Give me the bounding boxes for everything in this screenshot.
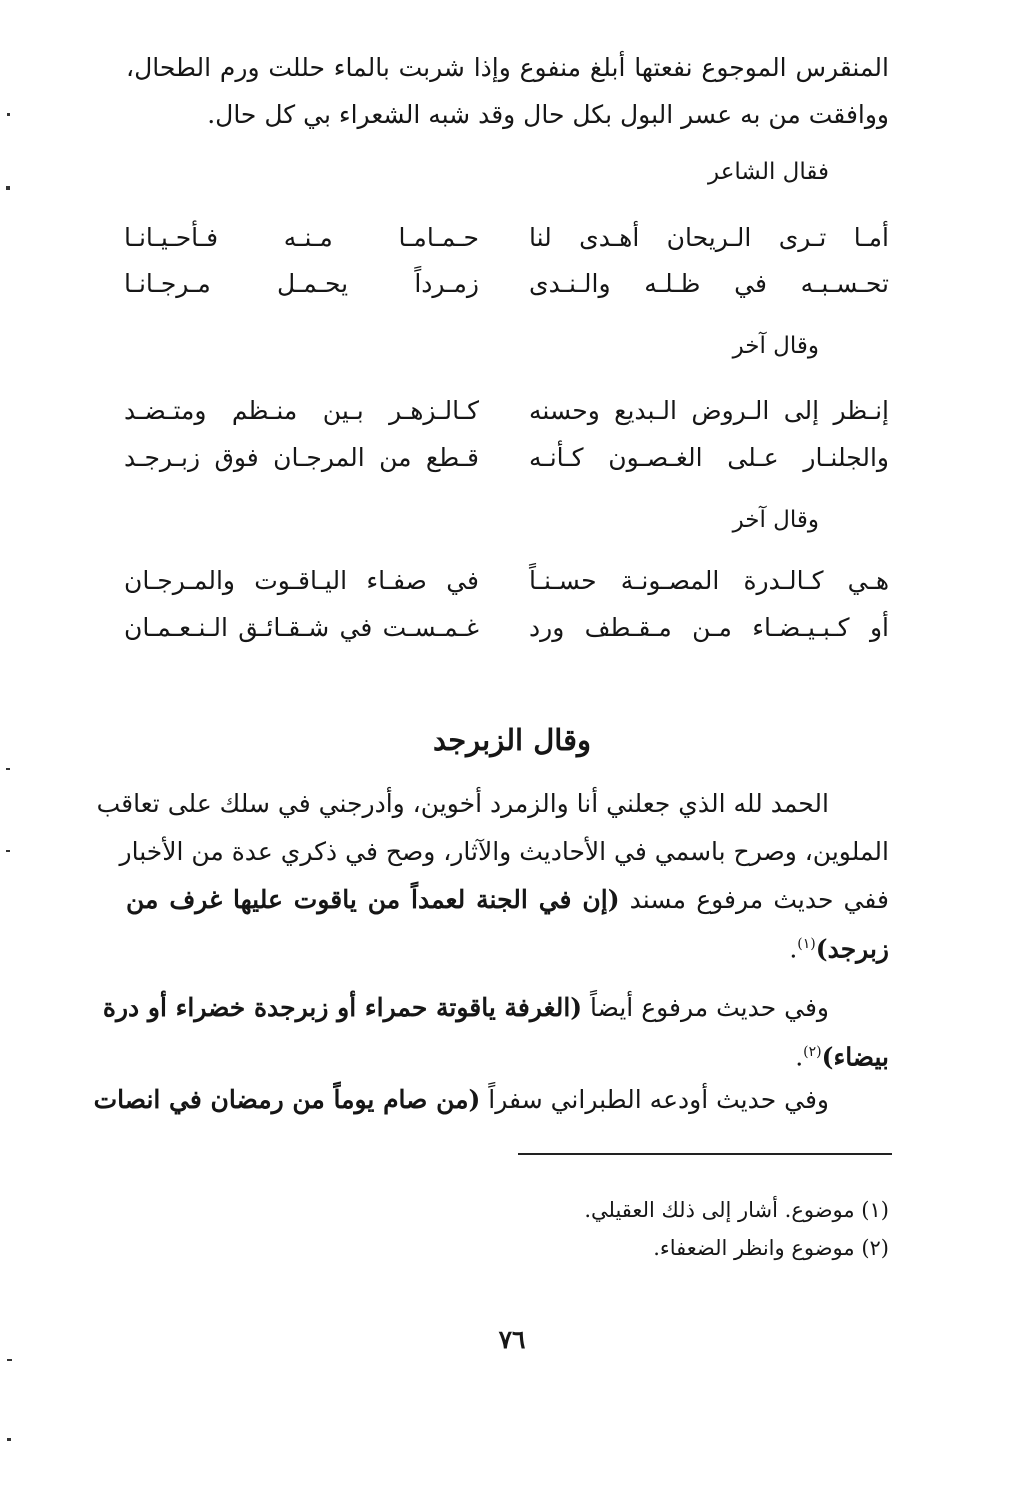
hadith-quote-1: (إن في الجنة لعمداً من ياقوت عليها غرف من: [126, 885, 620, 914]
hadith-quote-2-end: بيضاء): [821, 1042, 889, 1072]
hadith-quote-2: (الغرفة ياقوتة حمراء أو زبرجدة خضراء أو درة: [102, 993, 583, 1022]
paragraph-2-line-2: [795, 1034, 889, 1075]
section-heading: وقال الزبرجد: [433, 723, 591, 757]
verse-2-1-first: إنـظر إلى الـروض الـبديع وحسنه: [529, 396, 889, 425]
paragraph-3-line-1-plain: وفي حديث أودعه الطبراني سفراً: [480, 1085, 829, 1114]
hadith-quote-1-end: زبرجد): [815, 934, 889, 964]
verse-2-2-first: والجلنـار عـلى الغـصـون كـأنـه: [529, 443, 889, 472]
scan-speck: [6, 850, 10, 852]
verse-3-2-second: غـمـسـت في شـقـائـق الـنـعـمـان: [124, 613, 479, 642]
scan-speck: [6, 768, 10, 770]
paragraph-1-line-3: [126, 882, 889, 918]
footnote-ref-2[interactable]: (٢): [803, 1044, 822, 1060]
verse-1-2-second: زمـرداً يحـمـل مـرجـانـا: [124, 269, 479, 298]
paragraph-1-line-3-plain: ففي حديث مرفوع مسند: [619, 885, 889, 914]
paragraph-1-line-2: الملوين، وصرح باسمي في الأحاديث والآثار، وصح في ذكري عدة من الأخبار: [119, 837, 889, 866]
page-number: ٧٦: [498, 1325, 526, 1354]
poem-intro-3: وقال آخر: [732, 507, 819, 533]
paragraph-1-period: .: [789, 934, 798, 964]
verse-1-1-first: أمـا تـرى الـريحان أهـدى لنا: [529, 223, 889, 252]
footnote-1: (١) موضوع. أشار إلى ذلك العقيلي.: [584, 1198, 889, 1222]
footnote-2: (٢) موضوع وانظر الضعفاء.: [653, 1236, 889, 1260]
hadith-quote-3: (من صام يوماً من رمضان في انصات: [93, 1085, 481, 1114]
intro-line-2: ووافقت من به عسر البول بكل حال وقد شبه الشعراء بي كل حال.: [207, 100, 889, 129]
poem-intro-2: وقال آخر: [732, 333, 819, 359]
scan-speck: [6, 186, 10, 190]
poem-intro-1: فقال الشاعر: [708, 159, 829, 185]
verse-1-2-first: تحـسـبـه في ظـلـه والـنـدى: [529, 269, 889, 298]
scan-speck: [7, 113, 10, 116]
paragraph-2-period: .: [795, 1042, 804, 1072]
scan-speck: [7, 1359, 12, 1361]
verse-2-1-second: كـالـزهـر بـين منـظم ومتـضـد: [124, 396, 479, 425]
paragraph-2-line-1: [102, 990, 829, 1026]
verse-1-1-second: حـمـامـا مـنـه فـأحـيـانـا: [124, 223, 479, 252]
verse-3-2-first: أو كـبـيـضـاء مـن مـقـطف ورد: [529, 613, 889, 642]
paragraph-2-line-1-plain: وفي حديث مرفوع أيضاً: [582, 993, 829, 1022]
footnote-separator: [518, 1153, 892, 1155]
verse-2-2-second: قـطع من المرجـان فوق زبـرجـد: [124, 443, 479, 472]
scan-speck: [7, 1438, 11, 1441]
verse-3-1-first: هـي كـالـدرة المصـونـة حسـنـاً: [529, 566, 889, 595]
footnote-ref-1[interactable]: (١): [797, 936, 816, 952]
paragraph-1-line-1: الحمد لله الذي جعلني أنا والزمرد أخوين، وأدرجني في سلك على تعاقب: [96, 789, 829, 818]
verse-3-1-second: في صفـاء اليـاقـوت والمـرجـان: [124, 566, 479, 595]
paragraph-1-line-4: [789, 926, 889, 967]
paragraph-3-line-1: [93, 1082, 829, 1118]
intro-line-1: المنقرس الموجوع نفعتها أبلغ منفوع وإذا شربت بالماء حللت ورم الطحال،: [126, 53, 889, 82]
